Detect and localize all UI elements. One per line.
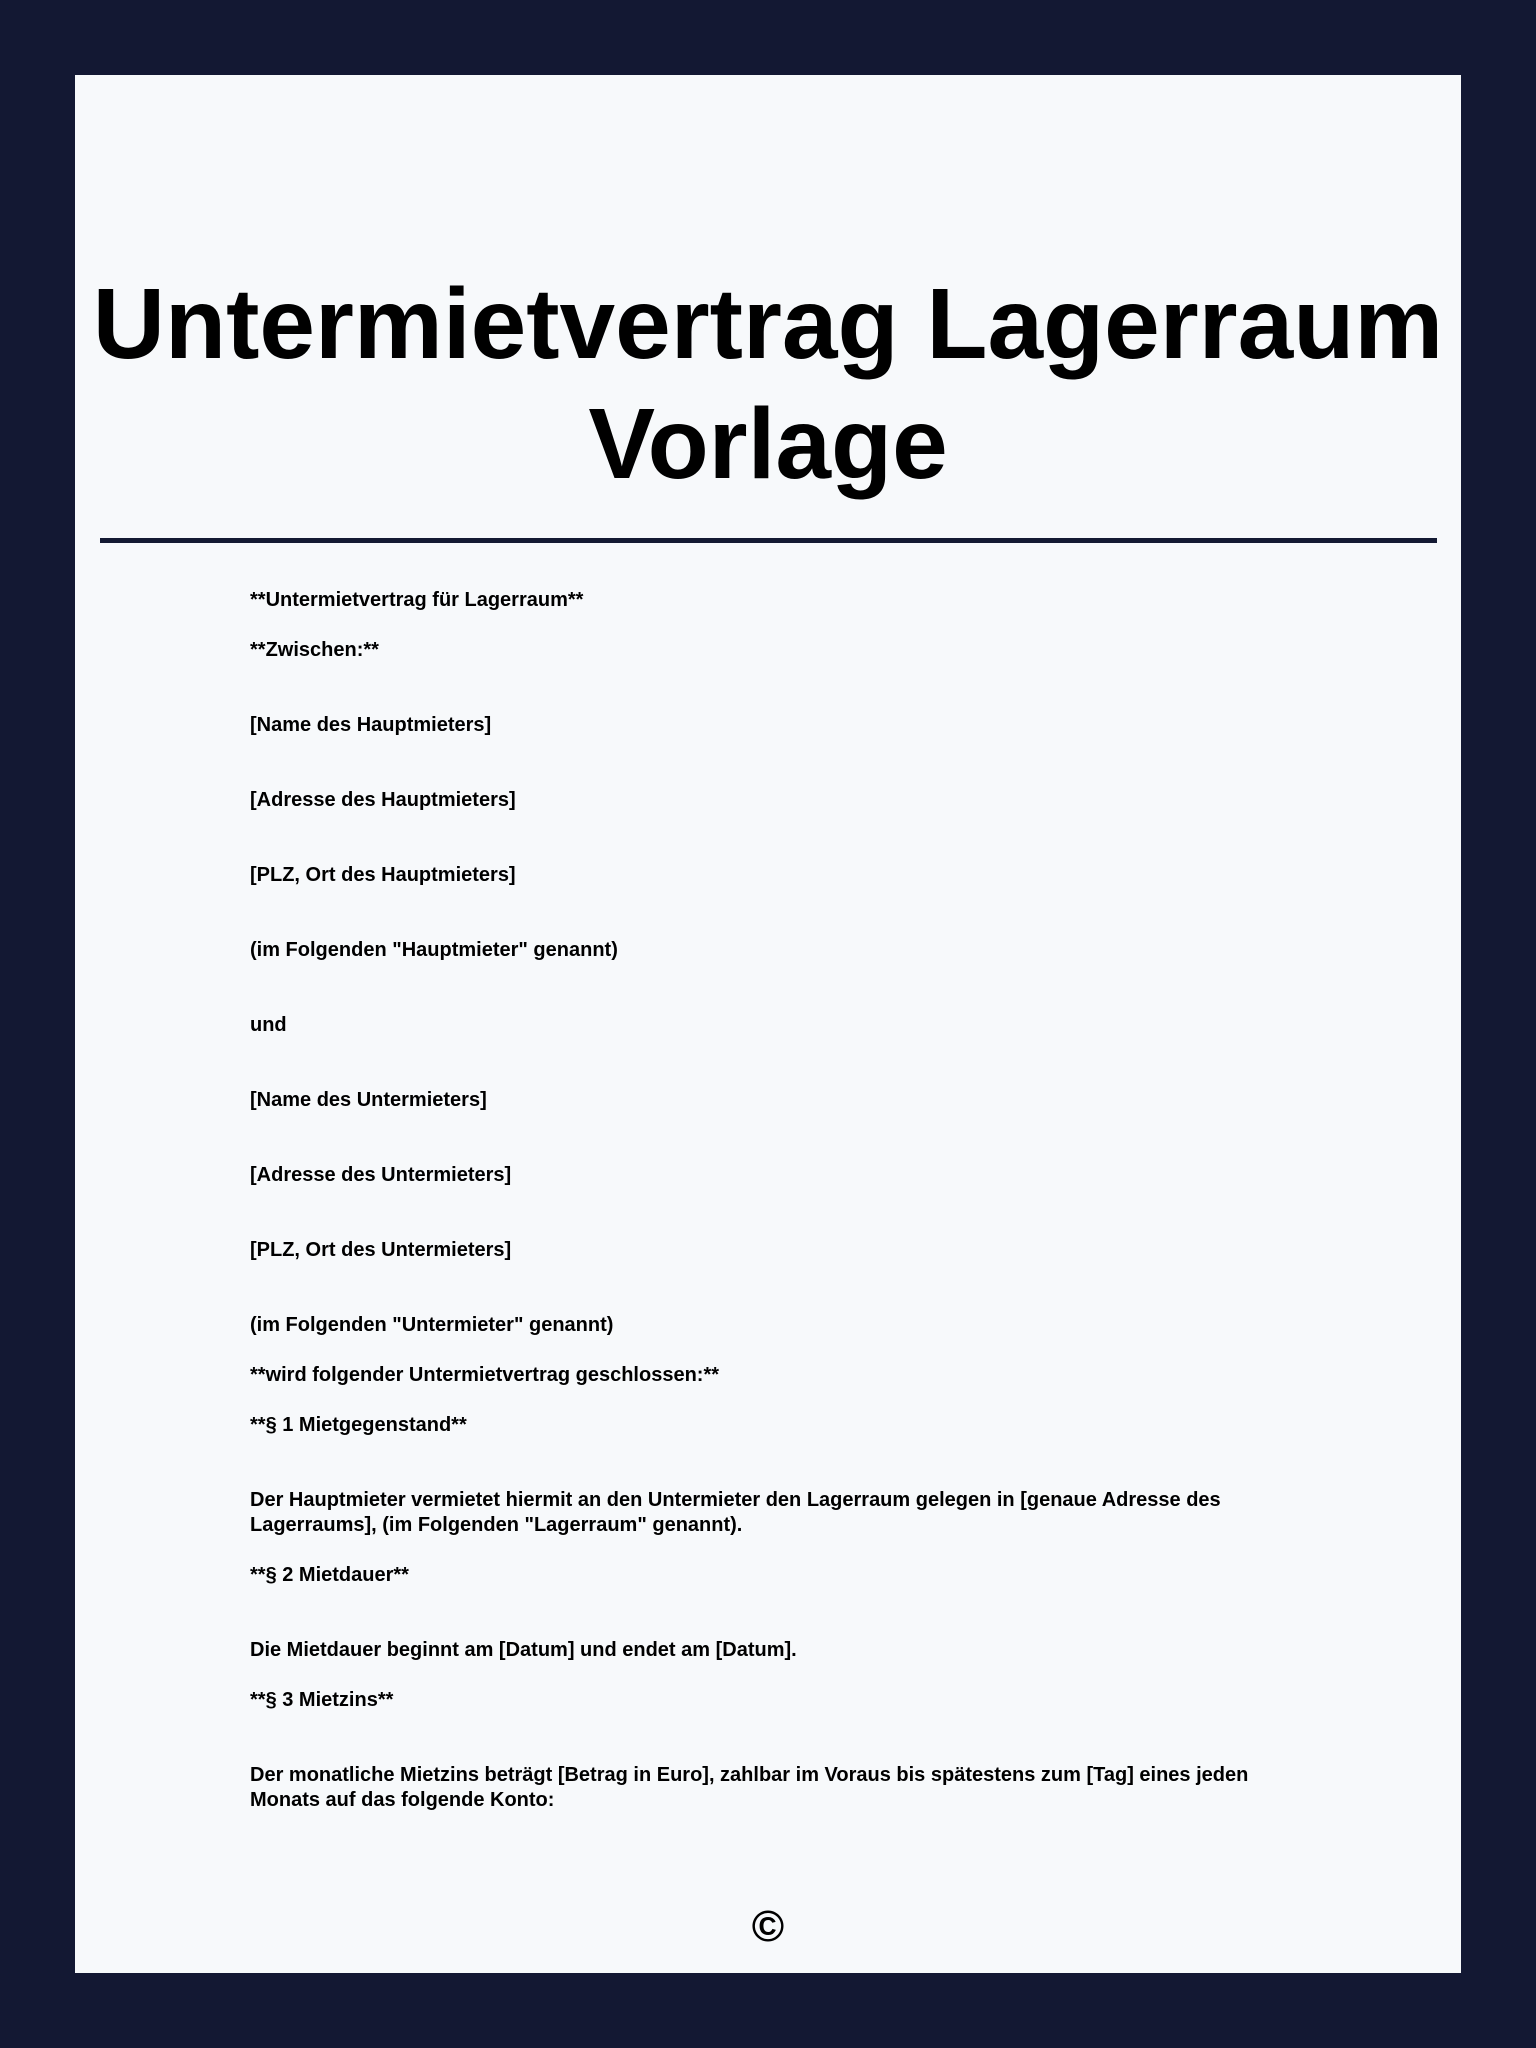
copyright-icon: © [751, 1902, 785, 1951]
main-tenant-city: [PLZ, Ort des Hauptmieters] [250, 864, 516, 886]
section-3-text: Der monatliche Mietzins beträgt [Betrag in Euro], zahlbar im Voraus bis spätestens zum [Tag] eines jeden Monats auf das folgende Konto: [250, 1764, 1249, 1811]
contract-body [250, 588, 1286, 1813]
subtenant-city: [PLZ, Ort des Untermieters] [250, 1239, 512, 1261]
subtenant-name: [Name des Untermieters] [250, 1089, 487, 1111]
title-line-2: Vorlage [588, 388, 948, 500]
document-page [75, 75, 1461, 1973]
main-tenant-designation: (im Folgenden "Hauptmieter" genannt) [250, 939, 618, 961]
main-tenant-name: [Name des Hauptmieters] [250, 714, 492, 736]
section-2-text: Die Mietdauer beginnt am [Datum] und endet am [Datum]. [250, 1639, 797, 1661]
page-title [75, 264, 1461, 504]
contract-conclusion: **wird folgender Untermietvertrag geschlossen:** [250, 1364, 720, 1386]
subtenant-address: [Adresse des Untermieters] [250, 1164, 512, 1186]
section-2-heading: **§ 2 Mietdauer** [250, 1564, 409, 1586]
main-tenant-address: [Adresse des Hauptmieters] [250, 789, 516, 811]
section-1-text: Der Hauptmieter vermietet hiermit an den Untermieter den Lagerraum gelegen in [genaue Adresse des Lagerraums], (im Folgenden "Lagerraum" genannt). [250, 1489, 1221, 1536]
contract-heading: **Untermietvertrag für Lagerraum** [250, 589, 584, 611]
title-divider [100, 538, 1437, 543]
title-line-1: Untermietvertrag Lagerraum [92, 268, 1444, 380]
subtenant-designation: (im Folgenden "Untermieter" genannt) [250, 1314, 614, 1336]
conjunction-und: und [250, 1014, 287, 1036]
section-3-heading: **§ 3 Mietzins** [250, 1689, 394, 1711]
section-1-heading: **§ 1 Mietgegenstand** [250, 1414, 467, 1436]
parties-intro: **Zwischen:** [250, 639, 379, 661]
